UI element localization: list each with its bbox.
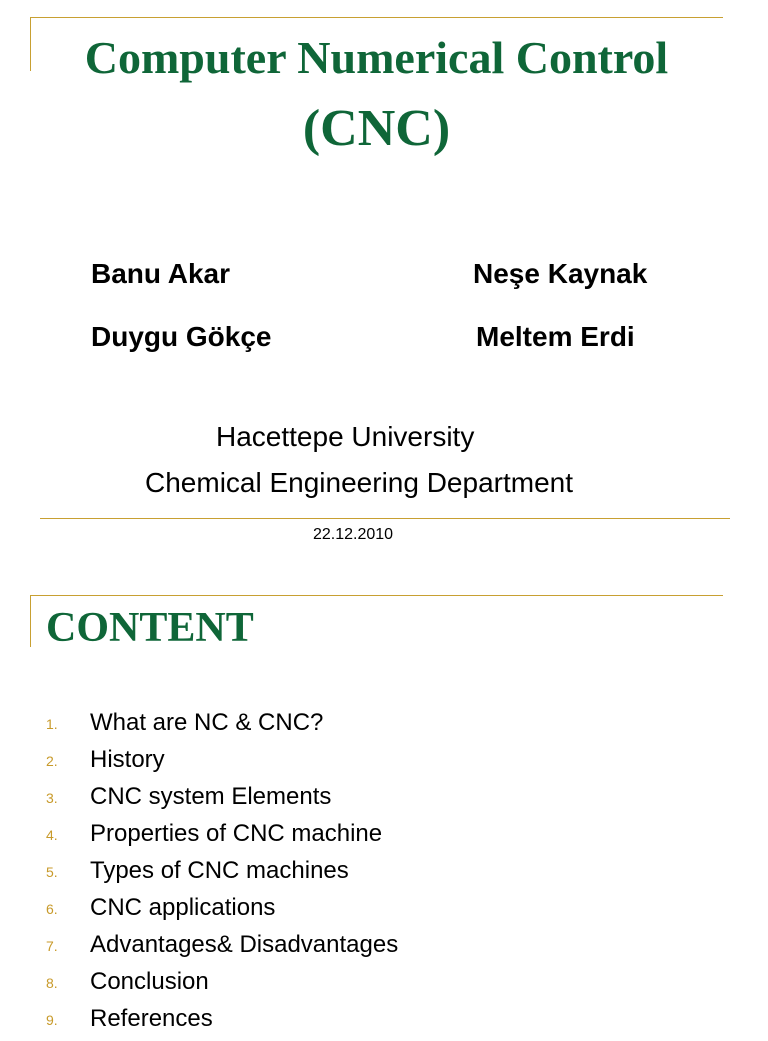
item-label: What are NC & CNC? — [90, 709, 324, 736]
item-label: CNC applications — [90, 894, 276, 921]
title-top-rule — [30, 595, 723, 596]
author-name: Meltem Erdi — [476, 321, 635, 352]
item-label: Properties of CNC machine — [90, 820, 383, 847]
slide-date: 22.12.2010 — [313, 526, 394, 543]
author-name: Banu Akar — [91, 258, 231, 289]
item-number: 8. — [46, 975, 58, 991]
author-name: Duygu Gökçe — [91, 321, 272, 352]
item-label: Conclusion — [90, 968, 209, 995]
title-left-rule — [30, 595, 31, 647]
item-label: Types of CNC machines — [90, 857, 349, 884]
slide-title-line2: (CNC) — [302, 100, 451, 157]
content-slide — [0, 576, 768, 1032]
item-number: 4. — [46, 827, 58, 843]
item-number: 7. — [46, 938, 58, 954]
item-number: 1. — [46, 716, 58, 732]
item-number: 6. — [46, 901, 58, 917]
item-label: Advantages& Disadvantages — [90, 931, 399, 958]
footer-rule — [40, 518, 730, 519]
content-title: CONTENT — [46, 605, 254, 651]
item-label: History — [90, 746, 165, 773]
title-top-rule — [30, 17, 723, 18]
item-number: 5. — [46, 864, 58, 880]
item-number: 2. — [46, 753, 58, 769]
department-name: Chemical Engineering Department — [145, 467, 573, 498]
item-label: References — [90, 1005, 213, 1032]
author-name: Neşe Kaynak — [473, 258, 648, 289]
university-name: Hacettepe University — [216, 421, 475, 452]
item-label: CNC system Elements — [90, 783, 332, 810]
item-number: 9. — [46, 1012, 58, 1028]
item-number: 3. — [46, 790, 58, 806]
slide-title-line1: Computer Numerical Control — [84, 32, 669, 83]
